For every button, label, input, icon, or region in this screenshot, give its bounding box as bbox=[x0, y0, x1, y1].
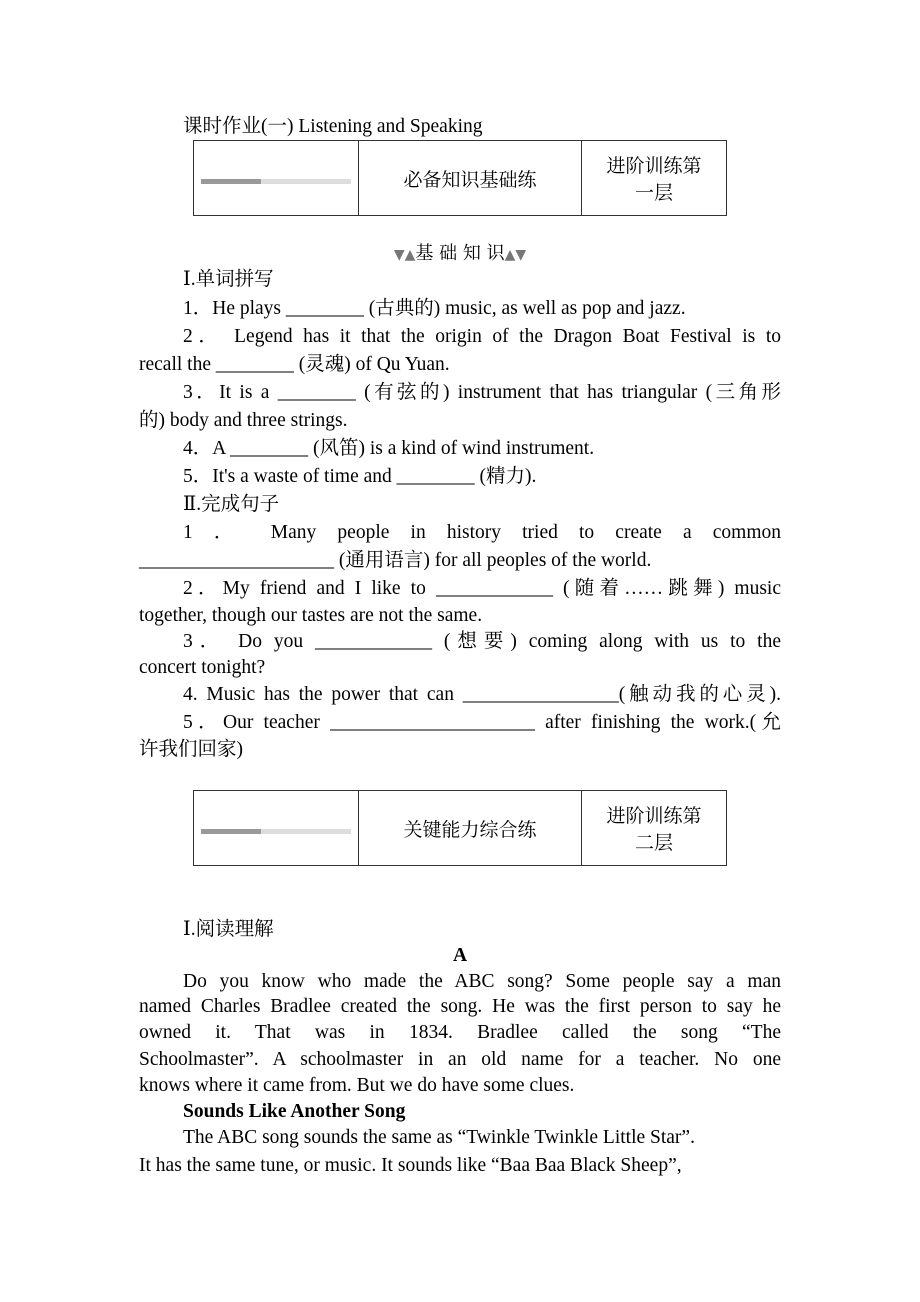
triangle-icon: ▼▲ bbox=[393, 247, 416, 263]
exercise-line: 5．Our teacher _____________________ after finishing the work.(允 bbox=[183, 712, 781, 733]
passage-line: Do you know who made the ABC song? Some people say a man bbox=[183, 971, 781, 992]
passage-line: The ABC song sounds the same as “Twinkle Twinkle Little Star”. bbox=[183, 1127, 695, 1148]
part-heading: Ⅰ.单词拼写 bbox=[183, 269, 274, 290]
passage-line: knows where it came from. But we do have some clues. bbox=[139, 1075, 575, 1096]
banner-title: 必备知识基础练 bbox=[359, 141, 582, 216]
triangle-icon: ▲▼ bbox=[504, 247, 527, 263]
banner-level: 进阶训练第 bbox=[606, 805, 702, 827]
exercise-line: together, though our tastes are not the same. bbox=[139, 605, 483, 626]
exercise-line: 3． Do you ____________ (想要) coming along with us to the bbox=[183, 631, 781, 652]
exercise-line: recall the ________ (灵魂) of Qu Yuan. bbox=[139, 354, 450, 375]
section-heading-text: 基 础 知 识 bbox=[415, 243, 505, 264]
passage-line: named Charles Bradlee created the song. He was the first person to say he bbox=[139, 996, 781, 1017]
section-heading bbox=[139, 240, 781, 268]
passage-line: owned it. That was in 1834. Bradlee called the song “The bbox=[139, 1022, 781, 1043]
exercise-line: 4．A ________ (风笛) is a kind of wind instrument. bbox=[183, 438, 595, 459]
exercise-line: 2．My friend and I like to ____________ (随着……跳舞) music bbox=[183, 578, 781, 599]
exercise-line: 2． Legend has it that the origin of the Dragon Boat Festival is to bbox=[183, 326, 781, 347]
exercise-line: 4. Music has the power that can ________________(触动我的心灵). bbox=[183, 684, 781, 705]
passage-label: A bbox=[452, 945, 468, 966]
part-heading: Ⅰ.阅读理解 bbox=[183, 919, 274, 940]
decorative-bar bbox=[201, 179, 351, 184]
banner-title: 关键能力综合练 bbox=[359, 791, 582, 866]
passage-line: Schoolmaster”. A schoolmaster in an old name for a teacher. No one bbox=[139, 1049, 781, 1070]
page-title: 课时作业(一) Listening and Speaking bbox=[183, 116, 483, 137]
exercise-line: 许我们回家) bbox=[139, 739, 243, 760]
exercise-line: 1 ． Many people in history tried to create a common bbox=[183, 522, 781, 543]
exercise-line: 1．He plays ________ (古典的) music, as well as pop and jazz. bbox=[183, 298, 686, 319]
part-heading: Ⅱ.完成句子 bbox=[183, 494, 280, 515]
exercise-line: 3．It is a ________ (有弦的) instrument that has triangular (三角形 bbox=[183, 382, 781, 403]
exercise-line: ____________________ (通用语言) for all peoples of the world. bbox=[139, 550, 652, 571]
banner-level-2: 二层 bbox=[634, 832, 673, 854]
decorative-bar bbox=[201, 829, 351, 834]
section-banner-1 bbox=[193, 140, 727, 216]
exercise-line: concert tonight? bbox=[139, 657, 266, 678]
banner-level: 进阶训练第 bbox=[606, 155, 702, 177]
exercise-line: 5．It's a waste of time and ________ (精力). bbox=[183, 466, 537, 487]
exercise-line: 的) body and three strings. bbox=[139, 410, 348, 431]
section-banner-2 bbox=[193, 790, 727, 866]
passage-line: It has the same tune, or music. It sounds like “Baa Baa Black Sheep”, bbox=[139, 1155, 682, 1176]
passage-subheading: Sounds Like Another Song bbox=[183, 1101, 406, 1122]
banner-level-2: 一层 bbox=[634, 182, 673, 204]
